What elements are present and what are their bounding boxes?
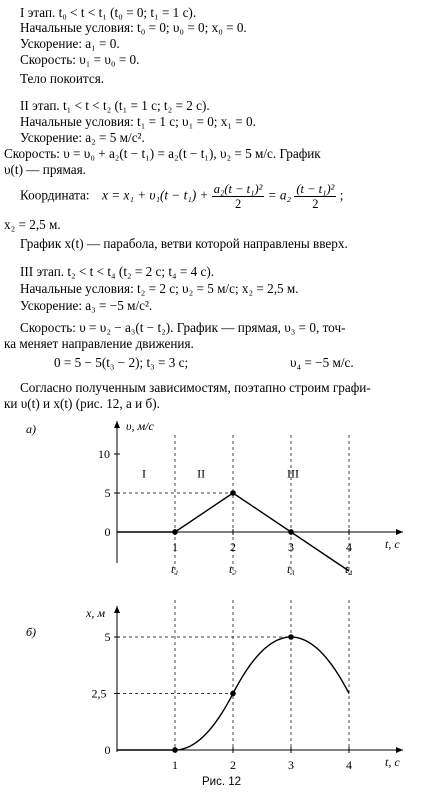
velocity-chart — [0, 415, 443, 575]
stage2-speed-line2: υ(t) — прямая. — [4, 162, 86, 177]
x-tick-label: 1 — [172, 540, 178, 554]
stage2-accel: Ускорение: a₂ = 5 м/с². — [20, 130, 145, 145]
stage1-heading: I этап. t₀ < t < t₁ (t₀ = 0; t₁ = 1 с). — [20, 5, 197, 20]
x-tick-label: 2 — [230, 758, 236, 770]
y-tick-label: 5 — [104, 486, 111, 500]
stage1-speed: Скорость: υ₁ = υ₀ = 0. — [20, 52, 140, 67]
y-tick-label: 2,5 — [91, 686, 107, 701]
conclusion-line1: Согласно полученным зависимостям, поэтапно строим графи- — [20, 380, 371, 395]
stage3-eq2: υ₄ = −5 м/с. — [290, 355, 354, 370]
stage1-rest: Тело покоится. — [20, 71, 105, 86]
stage2-speed-line1: Скорость: υ = υ₀ + a₂(t − t₁) = a₂(t − t₁), υ₂ = 5 м/с. График — [4, 146, 321, 161]
parabola-text: График x(t) — парабола, ветви которой направлены вверх. — [20, 236, 348, 251]
y-tick-label: 0 — [104, 743, 111, 757]
stage3-accel: Ускорение: a₃ = −5 м/с². — [20, 298, 153, 313]
coord-lhs: x = x₁ + υ₁(t − t₁) + — [102, 187, 209, 203]
x-tick-label: 3 — [288, 540, 294, 554]
y-axis-label: υ, м/с — [126, 419, 154, 433]
stage3-eq1: 0 = 5 − 5(t₃ − 2); t₃ = 3 с; — [54, 355, 189, 370]
time-label: t₁ — [171, 562, 179, 575]
semicolon: ; — [339, 187, 344, 203]
y-axis-label: x, м — [86, 606, 105, 620]
coordinate-chart — [0, 600, 443, 770]
stage3-initial: Начальные условия: t₂ = 2 с; υ₂ = 5 м/с; x₂ = 2,5 м. — [20, 281, 299, 296]
fraction-1-denominator: 2 — [234, 197, 242, 211]
region-label: I — [142, 466, 146, 481]
fraction-1-numerator: a₂(t − t₁)² — [213, 182, 263, 196]
time-label: t₂ — [229, 562, 237, 575]
time-label: t₄ — [345, 562, 353, 575]
panel-label: б) — [26, 625, 37, 639]
stage3-speed-line2: ка меняет направление движения. — [4, 336, 194, 351]
x-tick-label: 4 — [346, 758, 352, 770]
stage2-heading: II этап. t₁ < t < t₂ (t₁ = 1 с; t₂ = 2 с). — [20, 98, 210, 113]
x-axis-label: t, с — [385, 537, 400, 551]
region-label: II — [197, 466, 206, 481]
y-tick-label: 10 — [98, 447, 110, 461]
region-label: III — [287, 466, 299, 481]
x2-value: x₂ = 2,5 м. — [4, 217, 61, 232]
coordinate-formula — [20, 182, 343, 211]
conclusion-line2: ки υ(t) и x(t) (рис. 12, а и б). — [4, 396, 160, 411]
fraction-2-denominator: 2 — [312, 197, 319, 211]
figure-caption: Рис. 12 — [201, 776, 242, 788]
data-point — [230, 490, 236, 496]
x-tick-label: 2 — [230, 540, 236, 554]
data-point — [172, 747, 178, 753]
stage3-heading: III этап. t₂ < t < t₄ (t₂ = 2 с; t₄ = 4 с). — [20, 264, 215, 279]
stage3-speed-line1: Скорость: υ = υ₂ − a₃(t − t₂). График — прямая, υ₃ = 0, точ- — [20, 320, 346, 335]
x-tick-label: 1 — [172, 758, 178, 770]
y-tick-label: 0 — [104, 525, 111, 539]
y-tick-label: 5 — [104, 630, 111, 644]
stage1-accel: Ускорение: a₁ = 0. — [20, 36, 120, 51]
time-label: t₃ — [287, 562, 295, 575]
data-point — [288, 529, 294, 535]
fraction-2 — [294, 182, 336, 211]
eq-a2: = a₂ — [267, 187, 292, 203]
panel-label: а) — [26, 422, 36, 436]
coord-label: Координата: — [20, 187, 90, 203]
stage2-initial: Начальные условия: t₁ = 1 с; υ₁ = 0; x₁ = 0. — [20, 114, 256, 129]
fraction-2-numerator: (t − t₁)² — [296, 182, 335, 196]
data-point — [288, 634, 294, 640]
x-axis-label: t, с — [385, 755, 400, 769]
fraction-1 — [212, 182, 265, 211]
data-point — [172, 529, 178, 535]
stage1-initial: Начальные условия: t₀ = 0; υ₀ = 0; x₀ = 0. — [20, 20, 247, 35]
data-point — [230, 691, 236, 697]
x-tick-label: 4 — [346, 540, 352, 554]
x-tick-label: 3 — [288, 758, 294, 770]
